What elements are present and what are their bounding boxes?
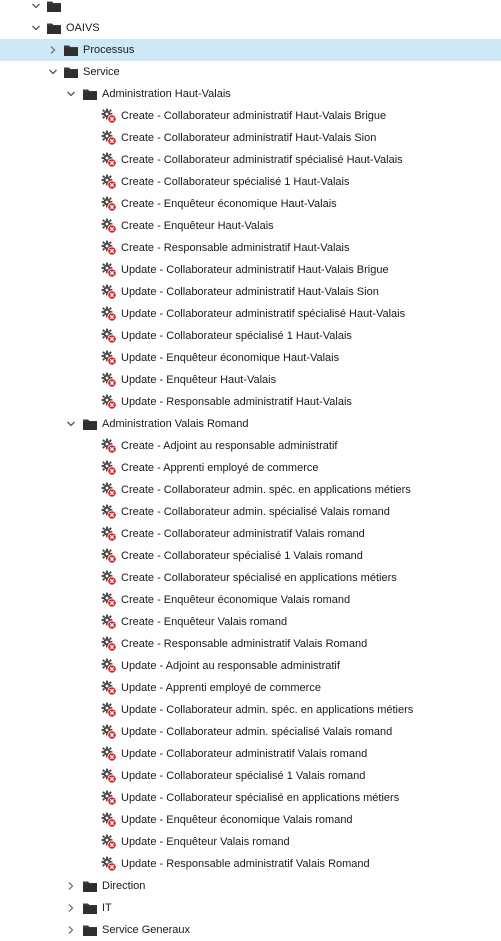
tree-node-label: Update - Collaborateur spécialisé 1 Haut-Valais xyxy=(121,330,352,342)
tree-node-label: Direction xyxy=(102,880,146,892)
chevron-right-icon[interactable] xyxy=(47,39,59,61)
chevron-right-icon[interactable] xyxy=(65,897,77,919)
tree-node-label: Create - Collaborateur spécialisé en applications métiers xyxy=(121,572,397,584)
gear-error-icon xyxy=(101,438,117,454)
tree-item-create-apprenti-employ-de-commerce[interactable] xyxy=(0,457,501,479)
chevron-down-icon[interactable] xyxy=(30,17,42,39)
gear-error-icon xyxy=(101,218,117,234)
gear-error-icon xyxy=(101,174,117,190)
tree-node-label: Create - Responsable administratif Haut-Valais xyxy=(121,242,350,254)
folder-icon xyxy=(82,922,98,938)
tree-item-create-enqu-teur-haut-valais[interactable] xyxy=(0,215,501,237)
folder-icon xyxy=(82,416,98,432)
tree-item-create-collaborateur-sp-cialis-1-valais-romand[interactable] xyxy=(0,545,501,567)
gear-error-icon xyxy=(101,834,117,850)
tree-node-label: Update - Enquêteur économique Haut-Valais xyxy=(121,352,340,364)
tree-item-update-collaborateur-sp-cialis-1-haut-valais[interactable] xyxy=(0,325,501,347)
tree-node-label: Create - Collaborateur administratif Valais romand xyxy=(121,528,365,540)
folder-icon xyxy=(82,900,98,916)
tree-node-label: Create - Apprenti employé de commerce xyxy=(121,462,319,474)
tree-node-label: Create - Collaborateur spécialisé 1 Valais romand xyxy=(121,550,363,562)
tree-item-create-collaborateur-administratif-haut-valais-brigue[interactable] xyxy=(0,105,501,127)
tree-node-label: Update - Responsable administratif Haut-Valais xyxy=(121,396,352,408)
gear-error-icon xyxy=(101,240,117,256)
tree-node-label: Service xyxy=(83,66,120,78)
tree-folder-service[interactable] xyxy=(0,61,501,83)
gear-error-icon xyxy=(101,636,117,652)
tree-node-label: Create - Enquêteur économique Haut-Valais xyxy=(121,198,337,210)
tree-node-label: Create - Collaborateur spécialisé 1 Haut-Valais xyxy=(121,176,350,188)
tree-node-label: Update - Collaborateur administratif Haut-Valais Sion xyxy=(121,286,379,298)
tree-folder-direction[interactable] xyxy=(0,875,501,897)
tree-node-label: Update - Collaborateur administratif spécialisé Haut-Valais xyxy=(121,308,406,320)
tree-node-label: Update - Collaborateur admin. spécialisé Valais romand xyxy=(121,726,393,738)
tree-item-update-enqu-teur-conomique-haut-valais[interactable] xyxy=(0,347,501,369)
tree-item-update-collaborateur-admin-sp-cialis-valais-romand[interactable] xyxy=(0,721,501,743)
gear-error-icon xyxy=(101,812,117,828)
tree-node-label: Create - Collaborateur administratif Haut-Valais Brigue xyxy=(121,110,387,122)
chevron-down-icon[interactable] xyxy=(65,413,77,435)
tree-item-update-responsable-administratif-valais-romand[interactable] xyxy=(0,853,501,875)
tree-item-update-collaborateur-admin-sp-c-en-applications-m-tiers[interactable] xyxy=(0,699,501,721)
tree-node-label: Update - Enquêteur Haut-Valais xyxy=(121,374,277,386)
tree-item-create-collaborateur-sp-cialis-1-haut-valais[interactable] xyxy=(0,171,501,193)
gear-error-icon xyxy=(101,152,117,168)
tree-item-update-collaborateur-administratif-sp-cialis-haut-valais[interactable] xyxy=(0,303,501,325)
gear-error-icon xyxy=(101,108,117,124)
tree-node-label: Update - Collaborateur administratif Valais romand xyxy=(121,748,368,760)
tree-folder-service-generaux[interactable] xyxy=(0,919,501,941)
tree-folder-it[interactable] xyxy=(0,897,501,919)
gear-error-icon xyxy=(101,614,117,630)
tree-item-create-collaborateur-sp-cialis-en-applications-m-tiers[interactable] xyxy=(0,567,501,589)
folder-icon xyxy=(46,20,62,36)
tree-node-label: Create - Collaborateur admin. spéc. en applications métiers xyxy=(121,484,411,496)
gear-error-icon xyxy=(101,526,117,542)
gear-error-icon xyxy=(101,284,117,300)
gear-error-icon xyxy=(101,592,117,608)
gear-error-icon xyxy=(101,130,117,146)
tree-item-update-collaborateur-sp-cialis-en-applications-m-tiers[interactable] xyxy=(0,787,501,809)
tree-item-create-collaborateur-admin-sp-c-en-applications-m-tiers[interactable] xyxy=(0,479,501,501)
tree-item-update-enqu-teur-conomique-valais-romand[interactable] xyxy=(0,809,501,831)
tree-item-update-enqu-teur-valais-romand[interactable] xyxy=(0,831,501,853)
tree-node-label: Administration Valais Romand xyxy=(102,418,249,430)
gear-error-icon xyxy=(101,680,117,696)
tree-node-label: Create - Enquêteur Valais romand xyxy=(121,616,288,628)
tree-item-create-enqu-teur-valais-romand[interactable] xyxy=(0,611,501,633)
tree-item-create-adjoint-au-responsable-administratif[interactable] xyxy=(0,435,501,457)
tree-item-update-collaborateur-administratif-valais-romand[interactable] xyxy=(0,743,501,765)
tree-node-label: OAIVS xyxy=(66,22,100,34)
tree-item-create-collaborateur-admin-sp-cialis-valais-romand[interactable] xyxy=(0,501,501,523)
gear-error-icon xyxy=(101,548,117,564)
tree-node-label: Create - Adjoint au responsable administratif xyxy=(121,440,338,452)
tree-node-label: Update - Enquêteur économique Valais romand xyxy=(121,814,353,826)
tree-item-create-responsable-administratif-haut-valais[interactable] xyxy=(0,237,501,259)
tree-item-update-collaborateur-administratif-haut-valais-brigue[interactable] xyxy=(0,259,501,281)
tree-node-label: Create - Collaborateur administratif spécialisé Haut-Valais xyxy=(121,154,403,166)
gear-error-icon xyxy=(101,570,117,586)
tree-item-update-apprenti-employ-de-commerce[interactable] xyxy=(0,677,501,699)
folder-icon xyxy=(63,64,79,80)
folder-icon xyxy=(63,42,79,58)
gear-error-icon xyxy=(101,306,117,322)
tree-node-label: Create - Collaborateur administratif Haut-Valais Sion xyxy=(121,132,377,144)
chevron-down-icon[interactable] xyxy=(65,83,77,105)
tree-node-label: Processus xyxy=(83,44,135,56)
gear-error-icon xyxy=(101,328,117,344)
tree-item-update-responsable-administratif-haut-valais[interactable] xyxy=(0,391,501,413)
tree-folder-processus[interactable] xyxy=(0,39,501,61)
tree-node-label: Service Generaux xyxy=(102,924,191,936)
gear-error-icon xyxy=(101,746,117,762)
folder-icon xyxy=(46,0,62,14)
tree-node-label: Update - Collaborateur spécialisé 1 Valais romand xyxy=(121,770,366,782)
folder-icon xyxy=(82,878,98,894)
gear-error-icon xyxy=(101,768,117,784)
tree-item-update-adjoint-au-responsable-administratif[interactable] xyxy=(0,655,501,677)
tree-node-label: Update - Adjoint au responsable administratif xyxy=(121,660,340,672)
gear-error-icon xyxy=(101,702,117,718)
gear-error-icon xyxy=(101,350,117,366)
tree-node-label: Update - Apprenti employé de commerce xyxy=(121,682,321,694)
tree-item-update-collaborateur-sp-cialis-1-valais-romand[interactable] xyxy=(0,765,501,787)
gear-error-icon xyxy=(101,372,117,388)
tree-node-label: Create - Enquêteur économique Valais romand xyxy=(121,594,351,606)
gear-error-icon xyxy=(101,196,117,212)
tree-folder-root[interactable] xyxy=(0,0,501,17)
tree-item-create-collaborateur-administratif-valais-romand[interactable] xyxy=(0,523,501,545)
tree-item-create-collaborateur-administratif-sp-cialis-haut-valais[interactable] xyxy=(0,149,501,171)
tree-node-label: Update - Collaborateur admin. spéc. en applications métiers xyxy=(121,704,414,716)
gear-error-icon xyxy=(101,724,117,740)
tree-node-label: Update - Enquêteur Valais romand xyxy=(121,836,290,848)
gear-error-icon xyxy=(101,460,117,476)
chevron-down-icon[interactable] xyxy=(30,0,42,17)
tree-item-create-collaborateur-administratif-haut-valais-sion[interactable] xyxy=(0,127,501,149)
gear-error-icon xyxy=(101,790,117,806)
tree-item-update-enqu-teur-haut-valais[interactable] xyxy=(0,369,501,391)
tree-node-label: Create - Collaborateur admin. spécialisé Valais romand xyxy=(121,506,390,518)
gear-error-icon xyxy=(101,394,117,410)
tree-node-label: Update - Responsable administratif Valais Romand xyxy=(121,858,370,870)
tree-folder-administration-haut-valais[interactable] xyxy=(0,83,501,105)
gear-error-icon xyxy=(101,658,117,674)
tree-node-label: Create - Enquêteur Haut-Valais xyxy=(121,220,274,232)
gear-error-icon xyxy=(101,482,117,498)
tree-item-create-responsable-administratif-valais-romand[interactable] xyxy=(0,633,501,655)
tree-node-label: Administration Haut-Valais xyxy=(102,88,231,100)
chevron-down-icon[interactable] xyxy=(47,61,59,83)
tree-node-label: Create - Responsable administratif Valais Romand xyxy=(121,638,368,650)
tree-item-create-enqu-teur-conomique-valais-romand[interactable] xyxy=(0,589,501,611)
tree-folder-administration-valais-romand[interactable] xyxy=(0,413,501,435)
gear-error-icon xyxy=(101,856,117,872)
tree-node-label: IT xyxy=(102,902,112,914)
chevron-right-icon[interactable] xyxy=(65,919,77,941)
gear-error-icon xyxy=(101,504,117,520)
tree-item-create-enqu-teur-conomique-haut-valais[interactable] xyxy=(0,193,501,215)
tree-node-label: Update - Collaborateur spécialisé en applications métiers xyxy=(121,792,400,804)
tree-folder-oaivs[interactable] xyxy=(0,17,501,39)
tree-item-update-collaborateur-administratif-haut-valais-sion[interactable] xyxy=(0,281,501,303)
tree-node-label: Update - Collaborateur administratif Haut-Valais Brigue xyxy=(121,264,389,276)
folder-icon xyxy=(82,86,98,102)
gear-error-icon xyxy=(101,262,117,278)
chevron-right-icon[interactable] xyxy=(65,875,77,897)
